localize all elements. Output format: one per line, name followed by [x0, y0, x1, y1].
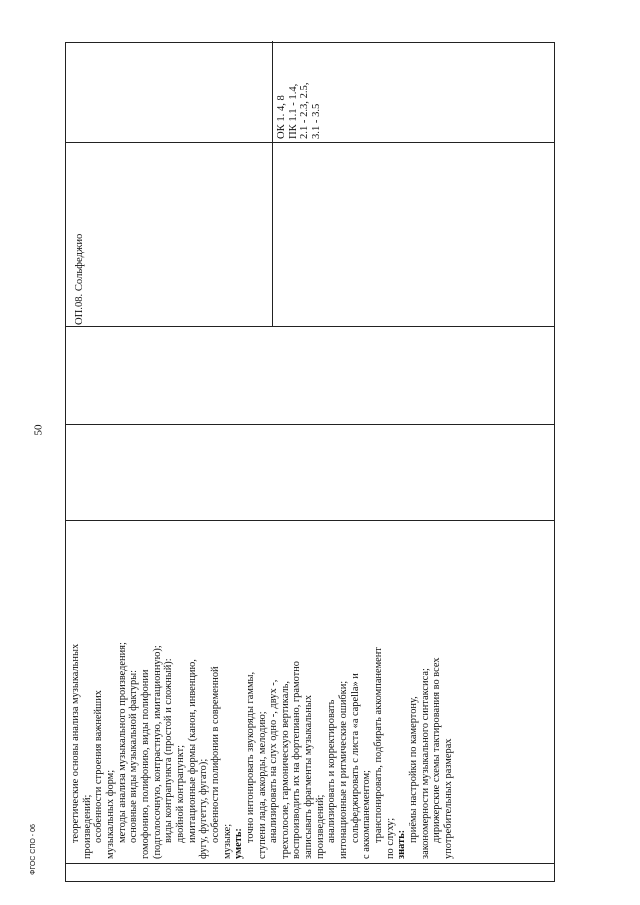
content-line: употребительных размерах [443, 738, 454, 859]
content-line: произведений; [81, 794, 93, 859]
content-line: (подголосочную, контрастную, имитационную); [151, 645, 163, 859]
content-line: анализировать на слух одно -, двух -, [268, 679, 280, 843]
content-line: приёмы настройки по камертону, [408, 696, 420, 843]
content-line: записывать фрагменты музыкальных [303, 695, 315, 859]
content-line: гомофонию, полифонию, виды полифонии [139, 669, 151, 859]
content-line: закономерности музыкального синтаксиса; [419, 668, 431, 859]
content-line: трехголосие, гармоническую вертикаль, [279, 681, 291, 859]
content-line: произведений; [314, 794, 326, 859]
table-column-divider [66, 142, 554, 143]
rotated-table-wrapper [65, 42, 555, 882]
content-line: с аккомпанементом; [361, 770, 373, 859]
competence-code-line: 3.1 - 3.5 [310, 103, 322, 139]
page-number: 50 [32, 424, 45, 436]
content-line: интонационные и ритмические ошибки; [338, 680, 350, 859]
content-line: методы анализа музыкального произведения; [116, 642, 128, 843]
curriculum-table [65, 42, 555, 882]
content-line: особенности строения важнейших [93, 690, 105, 843]
content-line: знать: [396, 829, 408, 859]
content-line: виды контрапункта (простой и сложный): [163, 658, 175, 843]
table-column-divider [66, 326, 554, 327]
content-line: теоретические основы анализа музыкальных [70, 643, 81, 843]
content-line: музыке; [221, 823, 233, 859]
competence-code-line: 2.1 - 2.3, 2.5, [299, 82, 311, 139]
competence-code-line: ПК 1.1 - 1.4, [287, 83, 299, 139]
content-line: точно интонировать звукоряды гаммы, [244, 671, 256, 843]
competence-description-cell [70, 529, 455, 859]
content-line: ступени лада, аккорды, мелодию; [256, 711, 268, 859]
content-line: особенности полифонии в современной [209, 666, 221, 843]
competence-codes-cell [276, 83, 322, 140]
content-line: музыкальных форм; [104, 769, 116, 859]
table-column-divider [66, 520, 554, 521]
content-line: анализировать и корректировать [326, 699, 338, 843]
content-line: основные виды музыкальной фактуры: [128, 669, 140, 843]
content-line: фугу, фугетту, фугато); [198, 758, 210, 859]
table-column-divider [66, 424, 554, 425]
table-row-divider [272, 41, 273, 327]
competence-code-line: ОК 1. 4, 8 [276, 95, 287, 139]
content-line: имитационные формы (канон, инвенцию, [186, 659, 198, 843]
table-column-divider [66, 863, 554, 864]
content-line: воспроизводить их на фортепиано, грамотно [291, 661, 303, 859]
content-line: сольфеджировать с листа «а capella» и [349, 673, 361, 843]
content-line: двойной контрапункт; [174, 744, 186, 843]
content-line: транспонировать, подбирать аккомпанемент [373, 647, 385, 843]
content-line: по слуху; [384, 817, 396, 859]
page-footer: ФГОС СПО - 06 [29, 824, 37, 875]
content-line: уметь: [233, 828, 245, 859]
content-line: дирижерские схемы тактирования во всех [431, 657, 443, 843]
course-cell: ОП.08. Сольфеджио [74, 233, 85, 325]
